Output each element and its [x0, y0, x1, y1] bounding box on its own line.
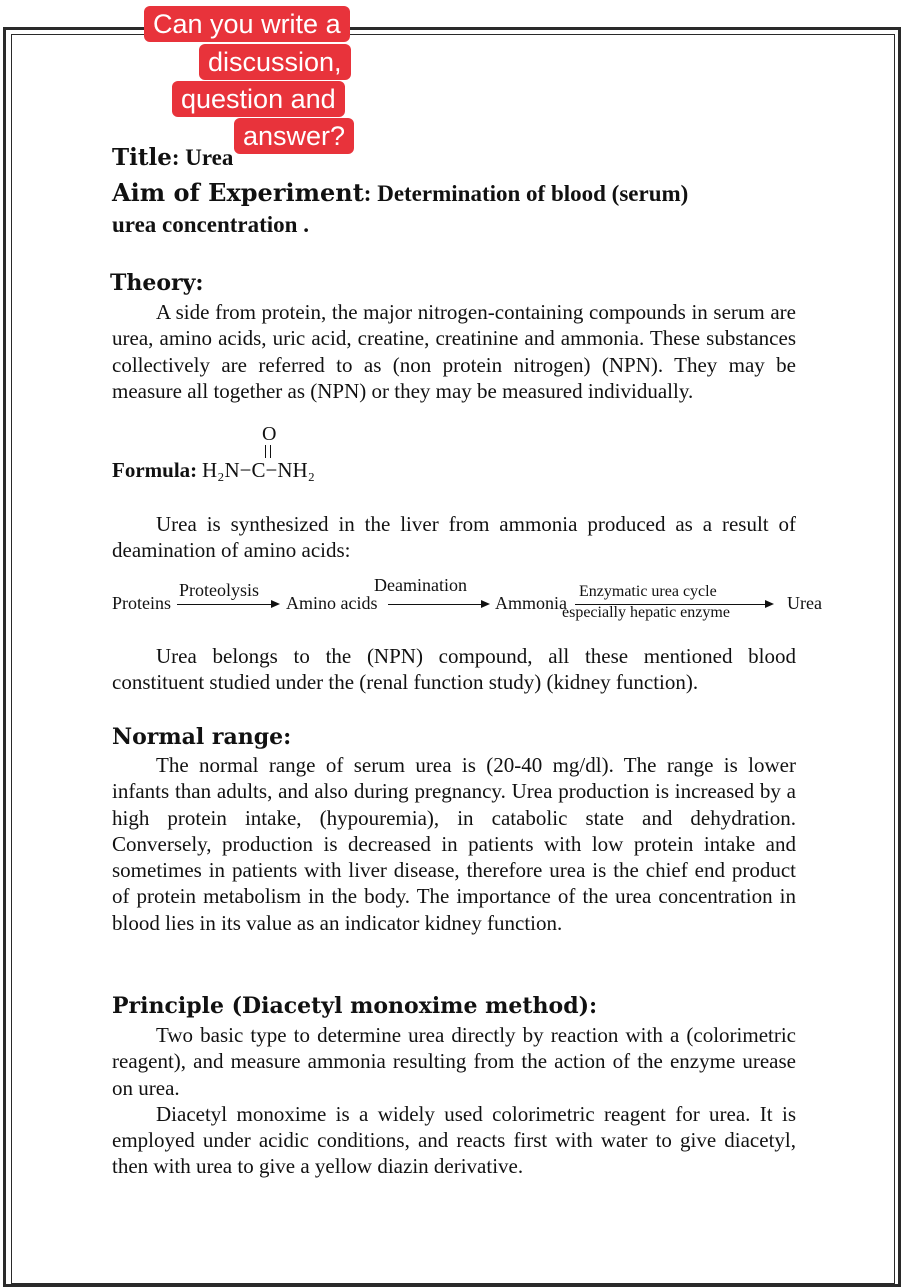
principle-section [112, 1022, 796, 1180]
normal-range-section [112, 752, 796, 936]
theory-paragraph: A side from protein, the major nitrogen-containing compounds in serum are urea, amino acids, uric acid, creatine, creatinine and ammonia. These substances collectively are referred to as (non protein nitrogen) (NPN). They may be measure all together as (NPN) or they may be measured individually. [112, 300, 796, 403]
title-value: : Urea [171, 145, 234, 170]
aim-label: Aim of Experiment [112, 178, 364, 207]
formula-oxygen: O [262, 423, 277, 445]
aim-value-continued: urea concentration . [112, 212, 309, 237]
theory-section [112, 299, 796, 404]
reaction-step2-label: Deamination [374, 575, 467, 595]
principle-paragraph-2: Diacetyl monoxime is a widely used colorimetric reagent for urea. It is employed under acidic conditions, and reacts first with water to give diacetyl, then with urea to give a yellow diazin derivative. [112, 1101, 796, 1179]
reaction-step3-bottom: especially hepatic enzyme [562, 604, 730, 621]
overlay-line-4: answer? [234, 118, 354, 154]
title-line [112, 144, 233, 171]
theory-heading: Theory: [110, 270, 204, 296]
reaction-step1-label: Proteolysis [179, 580, 260, 600]
formula-double-bond [265, 445, 271, 458]
normal-range-paragraph: The normal range of serum urea is (20-40 mg/dl). The range is lower infants than adults, and also during pregnancy. Urea production is increased by a high protein intake, (hypouremia), in catabolic state and dehydration. Conversely, production is decreased in patients with low protein intake and sometimes in patients with liver disease, therefore urea is the chief end product of protein metabolism in the body. The importance of the urea concentration in blood lies in its value as an indicator kidney function. [112, 753, 796, 935]
overlay-line-1: Can you write a [144, 6, 350, 42]
aim-line [112, 178, 688, 207]
formula-expression: H₂N−C−NH₂ [202, 458, 315, 482]
normal-range-heading: Normal range: [112, 724, 292, 750]
title-label: Title [112, 144, 172, 171]
reaction-arrowhead-2 [481, 600, 490, 608]
aim-value: : Determination of blood (serum) [363, 181, 689, 206]
reaction-start: Proteins [112, 593, 172, 613]
npn-section [112, 643, 796, 696]
reaction-arrow-1 [177, 604, 271, 605]
reaction-end: Urea [787, 593, 822, 613]
principle-heading: Principle (Diacetyl monoxime method): [112, 993, 598, 1019]
overlay-line-3: question and [172, 81, 345, 117]
synthesis-paragraph: Urea is synthesized in the liver from ammonia produced as a result of deamination of amino acids: [112, 512, 796, 563]
reaction-mid2: Ammonia [495, 593, 567, 613]
synthesis-section [112, 511, 796, 564]
reaction-arrowhead-3 [765, 600, 774, 608]
npn-paragraph: Urea belongs to the (NPN) compound, all these mentioned blood constituent studied under the (renal function study) (kidney function). [112, 644, 796, 695]
reaction-arrowhead-1 [271, 600, 280, 608]
reaction-step3-top: Enzymatic urea cycle [579, 583, 717, 600]
overlay-line-2: discussion, [199, 44, 351, 80]
principle-paragraph-1: Two basic type to determine urea directly by reaction with a (colorimetric reagent), and measure ammonia resulting from the action of the enzyme urease on urea. [112, 1023, 796, 1100]
reaction-mid1: Amino acids [286, 593, 378, 613]
formula-label: Formula: [112, 458, 198, 482]
reaction-arrow-2 [388, 604, 481, 605]
